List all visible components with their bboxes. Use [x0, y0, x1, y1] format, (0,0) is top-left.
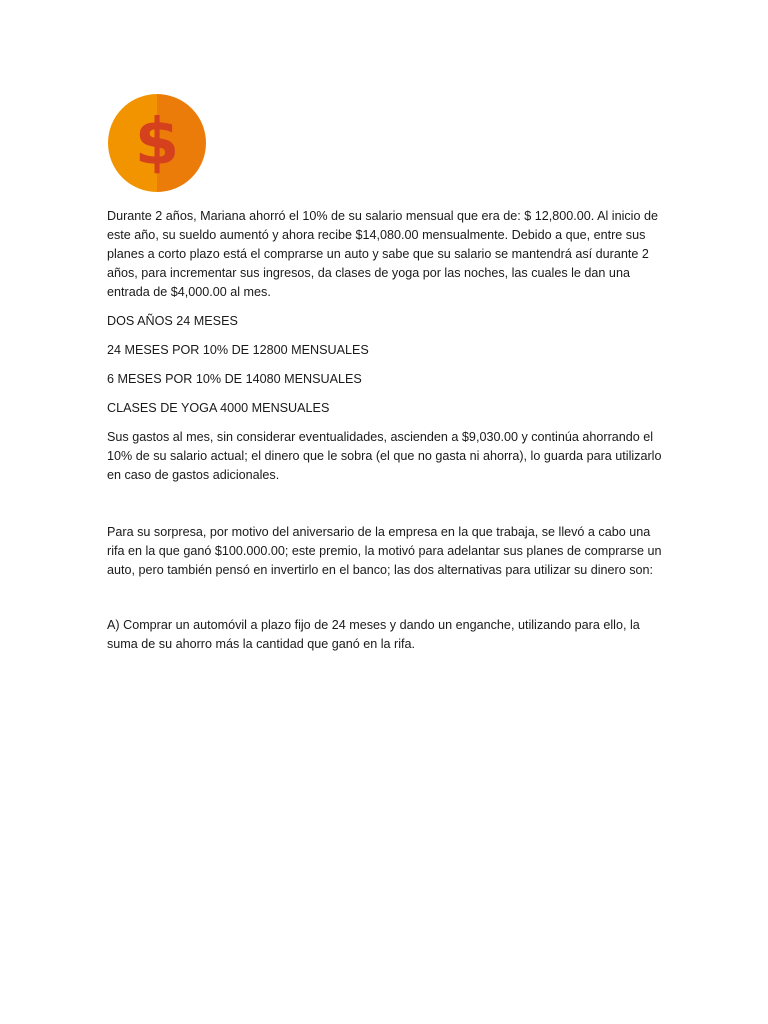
note-line: 6 MESES POR 10% DE 14080 MENSUALES: [107, 372, 362, 386]
note-line: CLASES DE YOGA 4000 MENSUALES: [107, 401, 330, 415]
document-body: [107, 207, 667, 664]
expenses-paragraph: Sus gastos al mes, sin considerar eventualidades, ascienden a $9,030.00 y continúa ahorrando el 10% de su salario actual; el dinero que le sobra (el que no gasta ni ahorra), lo guarda para utilizarlo en caso de gastos adicionales.: [107, 430, 662, 482]
surprise-paragraph: Para su sorpresa, por motivo del aniversario de la empresa en la que trabaja, se llevó a cabo una rifa en la que ganó $100.000.00; este premio, la motivó para adelantar sus planes de comprarse un auto, pero también pensó en invertirlo en el banco; las dos alternativas para utilizar su dinero son:: [107, 525, 662, 577]
note-line: 24 MESES POR 10% DE 12800 MENSUALES: [107, 343, 369, 357]
svg-text:$: $: [134, 106, 180, 180]
note-line: DOS AÑOS 24 MESES: [107, 314, 238, 328]
intro-paragraph: Durante 2 años, Mariana ahorró el 10% de su salario mensual que era de: $ 12,800.00. Al inicio de este año, su sueldo aumentó y ahora recibe $14,080.00 mensualmente. Debido a que, entre sus planes a corto plazo está el comprarse un auto y sabe que su salario se mantendrá así durante 2 años, para incrementar sus ingresos, da clases de yoga por las noches, las cuales le dan una entrada de $4,000.00 al mes.: [107, 209, 658, 299]
dollar-sign-coin-icon: [107, 93, 207, 193]
option-a-paragraph: A) Comprar un automóvil a plazo fijo de 24 meses y dando un enganche, utilizando para ello, la suma de su ahorro más la cantidad que ganó en la rifa.: [107, 618, 640, 651]
